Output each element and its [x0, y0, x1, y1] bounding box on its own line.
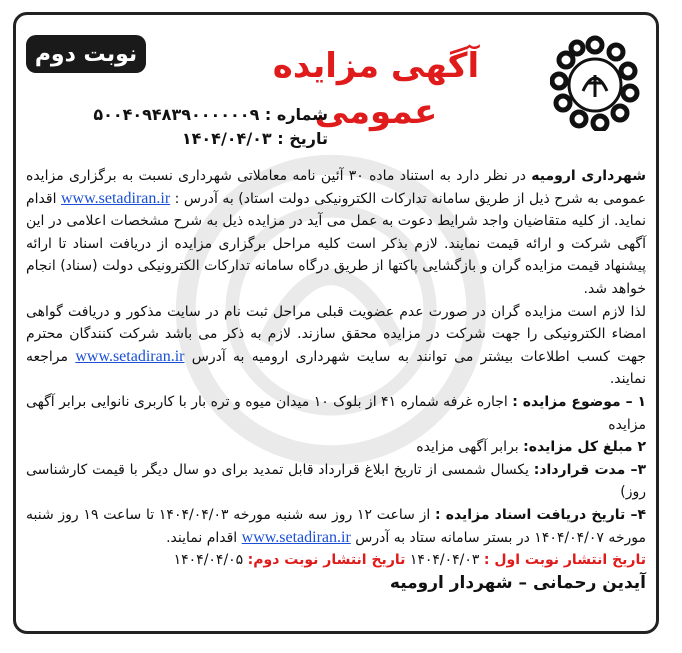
- item4-text-2: اقدام نمایند.: [166, 529, 242, 546]
- date-row: [28, 127, 328, 151]
- signature: آیدین رحمانی – شهردار ارومیه: [389, 572, 646, 593]
- item-documents: [26, 504, 646, 549]
- publish-dates: [26, 549, 646, 572]
- item2-text: برابر آگهی مزایده: [416, 439, 524, 456]
- notice-body: [26, 165, 646, 594]
- second-publish-date: ۱۴۰۴/۰۴/۰۵: [173, 552, 248, 569]
- date-label: تاریخ :: [277, 129, 328, 148]
- first-publish-label: تاریخ انتشار نوبت اول :: [483, 552, 646, 569]
- org-name: شهرداری ارومیه: [531, 168, 646, 184]
- number-label: شماره :: [264, 105, 328, 124]
- para2-text-2: مراجعه نمایند.: [26, 348, 646, 388]
- item-amount: [26, 436, 646, 459]
- item4-text-1: از ساعت ۱۲ روز سه شنبه مورخه ۱۴۰۴/۰۴/۰۳ تا ساعت ۱۹ روز شنبه مورخه ۱۴۰۴/۰۴/۰۷ در بستر سامانه ستاد به آدرس: [26, 506, 646, 546]
- item4-label: ۴– تاریخ دریافت اسناد مزایده :: [434, 506, 647, 523]
- second-publish-label: تاریخ انتشار نوبت دوم:: [247, 552, 406, 569]
- setadiran-link[interactable]: www.setadiran.ir: [61, 189, 171, 207]
- item1-label: ۱ – موضوع مزایده :: [512, 393, 646, 410]
- item-subject: [26, 391, 646, 436]
- notice-frame: [13, 12, 659, 634]
- item2-label: ۲ مبلغ کل مزایده:: [523, 439, 646, 456]
- intro-text-1: در نظر دارد به استناد ماده ۳۰ آئین نامه معاملاتی شهرداری نسبت به برگزاری مزایده عمومی به شرح ذیل از طریق سامانه تدارکات الکترونیکی دولت استاد) به آدرس :: [26, 168, 646, 207]
- number-row: [28, 103, 328, 127]
- setadiran-link[interactable]: www.setadiran.ir: [75, 347, 185, 365]
- registration-paragraph: [26, 301, 646, 391]
- date-value: ۱۴۰۴/۰۴/۰۳: [181, 129, 272, 148]
- round-badge: نوبت دوم: [26, 35, 146, 73]
- urmia-municipality-logo-icon: [550, 35, 640, 131]
- item1-text: اجاره غرفه شماره ۴۱ از بلوک ۱۰ میدان میوه و تره بار با کاربری نانوایی برابر آگهی مزایده: [26, 393, 646, 433]
- number-value: ۵۰۰۴۰۹۴۸۳۹۰۰۰۰۰۰۹: [93, 105, 260, 124]
- title-line-1: آگهی مزایده: [272, 46, 480, 86]
- item-duration: [26, 459, 646, 504]
- item3-text: یکسال شمسی از تاریخ ابلاغ قرارداد قابل تمدید برای دو سال دیگر با قیمت کارشناسی روز): [26, 461, 646, 501]
- item3-label: ۳– مدت قرارداد:: [533, 461, 646, 478]
- para2-text-1: لذا لازم است مزایده گران در صورت عدم عضویت قبلی مراحل ثبت نام در سایت مذکور و دریافت گواهی امضاء الکترونیکی را جهت شرکت در مزایده محقق سازند. لازم به ذکر می باشد شرکت کنندگان محترم جهت کسب اطلاعات بیشتر می توانند به سایت شهرداری ارومیه به آدرس: [26, 303, 646, 365]
- title-line-2: عمومی: [314, 92, 438, 132]
- first-publish-date: ۱۴۰۴/۰۴/۰۳: [405, 552, 484, 569]
- intro-paragraph: [26, 165, 646, 301]
- notice-meta: [28, 103, 328, 151]
- setadiran-link[interactable]: www.setadiran.ir: [241, 528, 351, 546]
- intro-text-2: اقدام نماید. از کلیه متقاضیان واجد شرایط دعوت به عمل می آید در مزایده ذیل به شرح مشخصات اعلامی در این آگهی شرکت و ارائه قیمت نمایند. لازم بذکر است کلیه مراحل برگزاری مزایده از دریافت اسناد تا ارائه پیشنهاد قیمت مزایده گران و بازگشایی پاکتها از طریق درگاه سامانه تدارکات الکترونیکی دولت (سناد) انجام خواهد شد.: [26, 190, 646, 297]
